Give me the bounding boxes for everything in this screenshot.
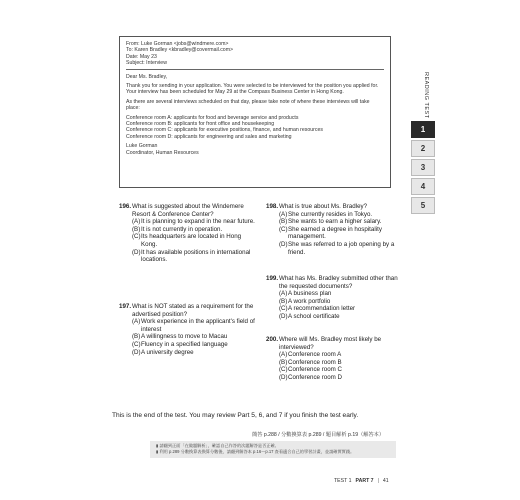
- end-of-test-text: This is the end of the test. You may review Part 5, 6, and 7 if you finish the test early.: [112, 412, 359, 419]
- question-196: [119, 203, 257, 264]
- email-to: To: Karen Bradley <kbradley@covermail.com>: [126, 47, 234, 54]
- answer-option[interactable]: (D) A school certificate: [279, 312, 340, 320]
- answer-option[interactable]: (C) Conference room C: [279, 366, 342, 374]
- question-stem: What is NOT stated as a requirement for the advertised position?: [132, 303, 254, 318]
- answer-option[interactable]: (A) Work experience in the applicant's field of interest: [132, 318, 255, 333]
- answer-reference: 簡答 p.288 / 分數換算表 p.289 / 題目解析 p.19（解答本）: [252, 432, 385, 438]
- email-from: From: Luke Gorman <jobs@windmere.com>: [126, 41, 229, 47]
- question-stem: What has Ms. Bradley submitted other than the requested documents?: [279, 275, 398, 290]
- email-room-list: [126, 115, 384, 141]
- question-stem: What is suggested about the Windemere Resort & Conference Center?: [132, 203, 244, 218]
- email-box: [119, 36, 391, 188]
- question-200: [266, 336, 404, 382]
- footer-separator: |: [377, 478, 379, 484]
- answer-option[interactable]: (C) She earned a degree in hospitality management.: [279, 225, 382, 241]
- answer-option[interactable]: (D) She was referred to a job opening by a friend.: [279, 240, 395, 256]
- answer-option[interactable]: (B) A work portfolio: [279, 297, 331, 305]
- tab-test-4[interactable]: 4: [411, 178, 435, 195]
- answer-option[interactable]: (B) She wants to earn a higher salary.: [279, 218, 382, 226]
- answer-option[interactable]: (D) Conference room D: [279, 373, 342, 381]
- page-number: 41: [382, 478, 389, 484]
- question-stem: Where will Ms. Bradley most likely be interviewed?: [279, 336, 382, 351]
- email-date: Date: May 23: [126, 53, 157, 60]
- test-tabs: [411, 121, 435, 216]
- answer-option[interactable]: (B) Conference room B: [279, 358, 342, 366]
- email-sign-title: Coordinator, Human Resources: [126, 149, 199, 156]
- email-room-item: Conference room C: applicants for executive positions, finance, and human resources: [126, 127, 323, 134]
- email-header: [126, 41, 384, 67]
- question-number: 196.: [119, 203, 132, 210]
- question-stem: What is true about Ms. Bradley?: [279, 203, 368, 210]
- answer-option[interactable]: (C) Its headquarters are located in Hong Kong.: [132, 233, 242, 248]
- email-sign-name: Luke Gorman: [126, 143, 158, 150]
- email-room-item: Conference room D: applicants for engineering and sales and marketing: [126, 133, 292, 140]
- email-subject: Subject: Interview: [126, 60, 167, 67]
- email-greeting: Dear Ms. Bradley,: [126, 73, 168, 80]
- question-number: 197.: [119, 303, 132, 310]
- question-number: 199.: [266, 275, 279, 282]
- question-number: 198.: [266, 203, 279, 210]
- question-198: [266, 203, 404, 256]
- answer-option[interactable]: (C) A recommendation letter: [279, 305, 356, 313]
- reading-test-label: READING TEST: [423, 72, 429, 119]
- answer-option[interactable]: (D) A university degree: [132, 348, 194, 356]
- footer-part: PART 7: [355, 478, 374, 484]
- answer-option[interactable]: (A) A business plan: [279, 290, 332, 298]
- email-room-item: Conference room B: applicants for front office and housekeeping: [126, 121, 275, 128]
- email-paragraph-1: Thank you for sending in your application. You were selected to be interviewed for the position you applied for. Your interview has been scheduled for May 29 at the Compass Business Center in Hong Kong.: [126, 83, 379, 96]
- tab-test-3[interactable]: 3: [411, 159, 435, 176]
- answer-option[interactable]: (A) She currently resides in Tokyo.: [279, 210, 373, 218]
- question-199: [266, 275, 404, 321]
- note-line: ▮ 利用 p.289 分數換算表換算分數後，請翻到解答本 p.16～p.17 查看適合自己的學習計畫，並請確實實踐。: [156, 449, 355, 454]
- answer-option[interactable]: (D) It has available positions in international locations.: [132, 248, 251, 264]
- footer-test: TEST 1: [334, 478, 352, 484]
- answer-option[interactable]: (A) Conference room A: [279, 351, 342, 359]
- answer-option[interactable]: (B) A willingness to move to Macau: [132, 333, 228, 341]
- page-footer: [334, 478, 389, 484]
- email-room-item: Conference room A: applicants for food and beverage service and products: [126, 114, 299, 121]
- tab-test-2[interactable]: 2: [411, 140, 435, 157]
- answer-option[interactable]: (A) It is planning to expand in the near future.: [132, 218, 255, 226]
- email-paragraph-2: As there are several interviews scheduled on that day, please take note of where these interviews will take place:: [126, 98, 370, 112]
- note-line: ▮ 請翻到正面「在做題解析」，確認自己作答的次題解答是否正確。: [156, 443, 279, 448]
- email-divider: [126, 69, 384, 70]
- question-197: [119, 303, 257, 356]
- tab-test-1[interactable]: 1: [411, 121, 435, 138]
- answer-option[interactable]: (B) It is not currently in operation.: [132, 225, 223, 233]
- note-box: [150, 441, 396, 458]
- question-number: 200.: [266, 336, 279, 343]
- answer-option[interactable]: (C) Fluency in a specified language: [132, 340, 228, 348]
- tab-test-5[interactable]: 5: [411, 197, 435, 214]
